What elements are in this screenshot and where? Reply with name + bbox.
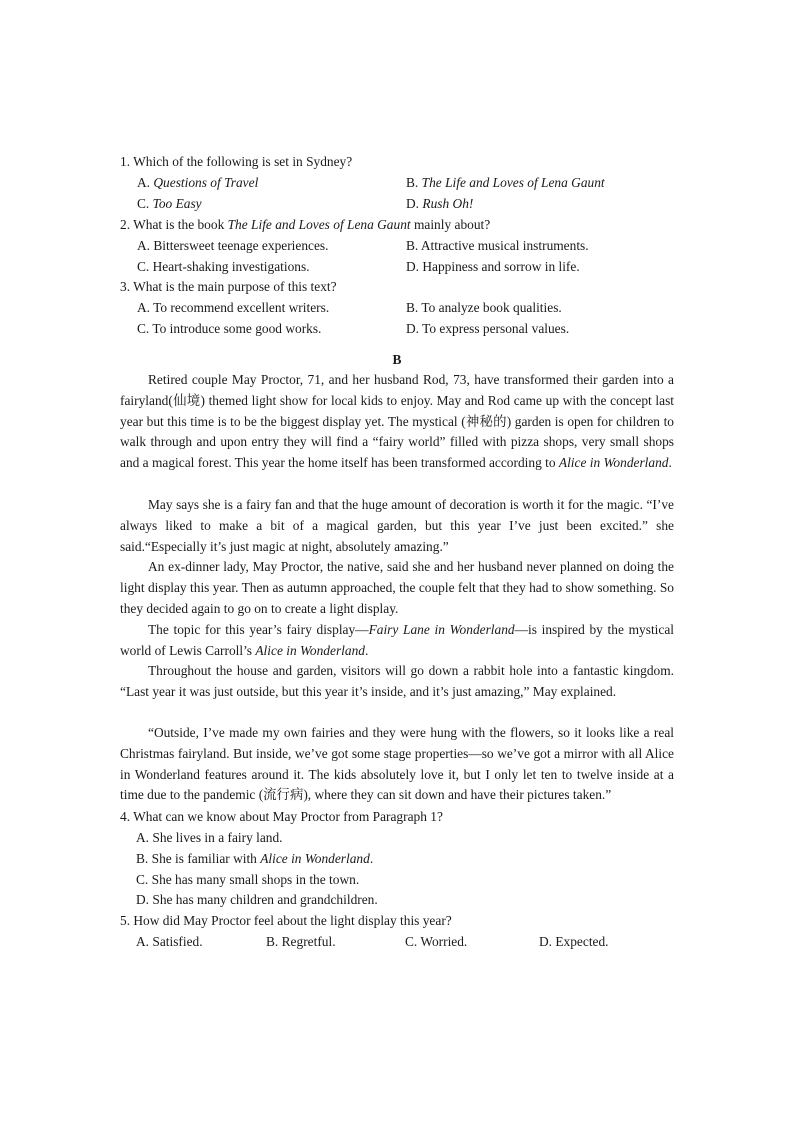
paragraph-text: Retired couple May Proctor, 71, and her husband Rod, 73, have transformed their garden into a fairyland(仙境) themed light show for local kids to enjoy. May and Rod came up with the concept last year but this time is to be the biggest display yet. The mystical (神秘的) garden is open for children to walk through and upon entry they will find a “fairy world” filled with pizza shops, very small shops and a magical forest. This year the home itself has been transformed according to xyxy=(120,372,674,471)
question-2-option-b: B. Attractive musical instruments. xyxy=(406,238,589,253)
option-a-title: Questions of Travel xyxy=(153,175,259,190)
question-4-option-c: C. She has many small shops in the town. xyxy=(136,872,360,887)
question-3-option-b: B. To analyze book qualities. xyxy=(406,300,562,315)
question-5-stem: 5. How did May Proctor feel about the light display this year? xyxy=(120,913,452,928)
passage-paragraph-1 xyxy=(120,370,674,474)
question-5-option-c: C. Worried. xyxy=(405,934,468,949)
question-3-option-c: C. To introduce some good works. xyxy=(137,321,322,336)
paragraph-text: —is inspired by the mystical world of Lewis Carroll’s xyxy=(120,622,674,658)
book-title: Alice in Wonderland xyxy=(558,455,669,471)
question-4-option-b xyxy=(136,849,373,869)
option-b-title: The Life and Loves of Lena Gaunt xyxy=(421,175,605,190)
option-d-title: Rush Oh! xyxy=(422,196,474,211)
book-title: Alice in Wonderland xyxy=(255,642,365,658)
paragraph-text: The topic for this year’s fairy display— xyxy=(148,622,369,637)
question-1-stem: 1. Which of the following is set in Sydney? xyxy=(120,154,353,169)
question-5-option-d: D. Expected. xyxy=(539,934,609,949)
option-label: A. xyxy=(137,175,151,190)
question-1-option-c xyxy=(137,194,202,214)
question-4-stem: 4. What can we know about May Proctor from Paragraph 1? xyxy=(120,809,443,824)
passage-paragraph-6: “Outside, I’ve made my own fairies and they were hung with the flowers, so it looks like a real Christmas fairyland. But inside, we’ve got some stage properties—so we’ve got a mirror with all Alice in Wonderland features around it. The kids absolutely love it, but I only let ten to twelve inside at a time due to the pandemic (流行病), where they can sit down and have their pictures taken.” xyxy=(120,725,674,803)
option-c-title: Too Easy xyxy=(152,196,202,211)
question-1-option-b xyxy=(406,173,605,193)
question-4-option-d: D. She has many children and grandchildren. xyxy=(136,892,378,907)
section-heading: B xyxy=(392,352,402,367)
book-title: The Life and Loves of Lena Gaunt xyxy=(227,217,411,232)
stem-text: mainly about? xyxy=(410,217,491,232)
question-3-option-d: D. To express personal values. xyxy=(406,321,570,336)
punctuation: . xyxy=(364,642,369,658)
question-4-option-a: A. She lives in a fairy land. xyxy=(136,830,283,845)
option-label: D. xyxy=(406,196,420,211)
passage-paragraph-5: Throughout the house and garden, visitors will go down a rabbit hole into a fantastic kingdom. “Last year it was just outside, but this year it’s inside, and it’s just amazing,” May explained. xyxy=(120,663,674,699)
display-title: Fairy Lane in Wonderland xyxy=(368,622,515,637)
passage-paragraph-3: An ex-dinner lady, May Proctor, the native, said she and her husband never planned on doing the light display this year. Then as autumn approached, the couple felt that they had to show something. So they decided again to go on to create a light display. xyxy=(120,559,674,616)
question-2-option-c: C. Heart-shaking investigations. xyxy=(137,259,310,274)
question-5-option-a: A. Satisfied. xyxy=(136,934,203,949)
option-text: B. She is familiar with xyxy=(136,851,261,866)
book-title: Alice in Wonderland xyxy=(260,851,370,866)
question-2-option-d: D. Happiness and sorrow in life. xyxy=(406,259,580,274)
punctuation: . xyxy=(369,851,374,866)
question-2-option-a: A. Bittersweet teenage experiences. xyxy=(137,238,329,253)
question-5-option-b: B. Regretful. xyxy=(266,934,336,949)
question-1-option-a xyxy=(137,173,258,193)
option-label: C. xyxy=(137,196,150,211)
question-1-option-d xyxy=(406,194,473,214)
punctuation: . xyxy=(668,455,672,471)
passage-paragraph-4 xyxy=(120,620,674,662)
question-3-stem: 3. What is the main purpose of this text? xyxy=(120,279,337,294)
stem-text: 2. What is the book xyxy=(120,217,228,232)
passage-paragraph-2: May says she is a fairy fan and that the huge amount of decoration is worth it for the magic. “I’ve always liked to make a bit of a magical garden, but this year I’ve just been excited.” she said.“Especially it’s just magic at night, absolutely amazing.” xyxy=(120,497,674,554)
question-3-option-a: A. To recommend excellent writers. xyxy=(137,300,330,315)
option-label: B. xyxy=(406,175,419,190)
question-2-stem xyxy=(120,215,490,235)
